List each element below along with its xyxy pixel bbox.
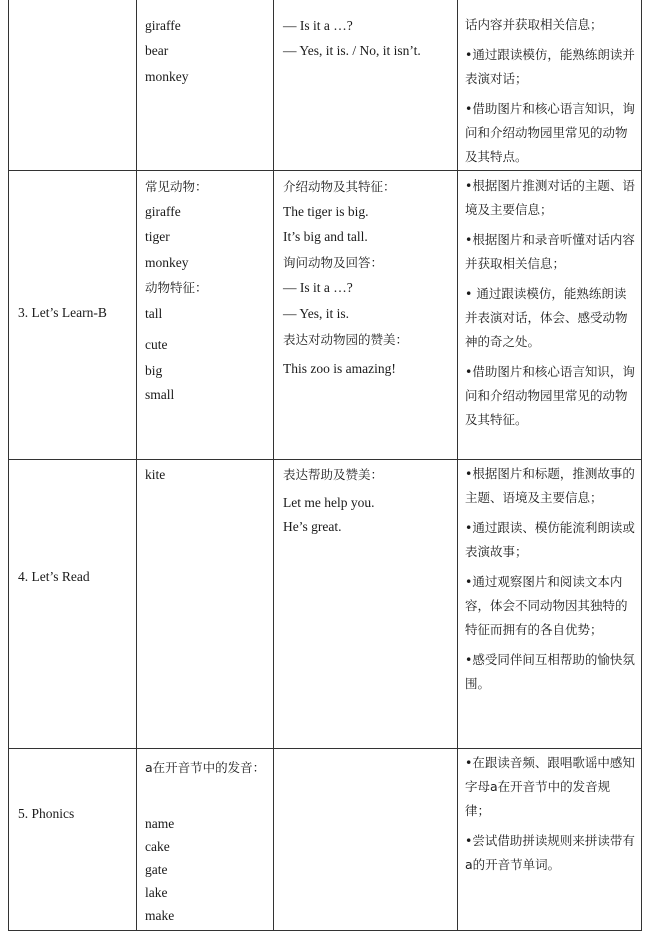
stage-label: 3. Let’s Learn-B	[18, 305, 107, 320]
vocab-heading: a在开音节中的发音：	[145, 760, 266, 775]
sentence-line: He’s great.	[283, 519, 342, 534]
sentence-line: Let me help you.	[283, 495, 375, 510]
vocab-word: lake	[145, 885, 168, 900]
vocab-word: tiger	[145, 229, 170, 244]
row-0-objectives-cell	[465, 13, 635, 175]
sentence-heading: 表达帮助及赞美：	[283, 467, 384, 482]
vocab-word: make	[145, 908, 175, 923]
vocab-word: small	[145, 387, 175, 402]
objective-item: •通过跟读、模仿能流利朗读或表演故事；	[465, 520, 635, 559]
sentence-line: It’s big and tall.	[283, 229, 368, 244]
sentence-line: — Is it a …?	[283, 280, 353, 295]
table-border-bottom	[8, 930, 642, 931]
table-divider-col1	[136, 0, 137, 931]
vocab-word: tall	[145, 306, 163, 321]
objective-item: •根据图片和录音听懂对话内容并获取相关信息；	[465, 232, 635, 271]
vocab-word: giraffe	[145, 18, 181, 33]
objective-item: •根据图片推测对话的主题、语境及主要信息；	[465, 178, 635, 217]
sentence-heading: 表达对动物园的赞美：	[283, 332, 409, 347]
objective-item: • 通过跟读模仿，能熟练朗读并表演对话，体会、感受动物神的奇之处。	[465, 286, 628, 349]
vocab-word: gate	[145, 862, 168, 877]
sentence-line: — Yes, it is.	[283, 306, 350, 321]
sentence-line: — Yes, it is. / No, it isn’t.	[283, 43, 421, 58]
sentence-line: — Is it a …?	[283, 18, 353, 33]
objective-item: •感受同伴间互相帮助的愉快氛围。	[465, 652, 635, 691]
objective-item: •在跟读音频、跟唱歌谣中感知字母a在开音节中的发音规律；	[465, 755, 635, 818]
vocab-heading: 动物特征：	[145, 280, 208, 295]
objective-item: •借助图片和核心语言知识，询问和介绍动物园里常见的动物及其特征。	[465, 364, 635, 427]
vocab-heading: 常见动物：	[145, 179, 208, 194]
row-divider-3	[8, 748, 642, 749]
table-divider-col2	[273, 0, 274, 931]
vocab-word: monkey	[145, 255, 189, 270]
vocab-word: bear	[145, 43, 169, 58]
vocab-word: cute	[145, 337, 168, 352]
objective-item: •通过观察图片和阅读文本内容，体会不同动物因其独特的特征而拥有的各自优势；	[465, 574, 628, 637]
stage-label: 4. Let’s Read	[18, 569, 90, 584]
stage-label: 5. Phonics	[18, 806, 75, 821]
objective-item: 话内容并获取相关信息；	[465, 17, 603, 32]
sentence-line: The tiger is big.	[283, 204, 369, 219]
objective-item: •借助图片和核心语言知识，询问和介绍动物园里常见的动物及其特点。	[465, 101, 635, 164]
vocab-word: name	[145, 816, 175, 831]
table-border-left	[8, 0, 9, 931]
table-border-right	[641, 0, 642, 931]
vocab-word: monkey	[145, 69, 189, 84]
row-1-objectives-cell	[465, 174, 635, 438]
sentence-heading: 介绍动物及其特征：	[283, 179, 396, 194]
objective-item: •尝试借助拼读规则来拼读带有a的开音节单词。	[465, 833, 635, 872]
vocab-word: giraffe	[145, 204, 181, 219]
sentence-line: This zoo is amazing!	[283, 361, 396, 376]
vocab-word: cake	[145, 839, 170, 854]
row-2-objectives-cell	[465, 462, 635, 702]
table-divider-col3	[457, 0, 458, 931]
vocab-word: kite	[145, 467, 166, 482]
objective-item: •通过跟读模仿，能熟练朗读并表演对话；	[465, 47, 635, 86]
row-divider-2	[8, 459, 642, 460]
vocab-word: big	[145, 363, 163, 378]
row-3-objectives-cell	[465, 751, 635, 883]
sentence-heading: 询问动物及回答：	[283, 255, 384, 270]
objective-item: •根据图片和标题，推测故事的主题、语境及主要信息；	[465, 466, 635, 505]
